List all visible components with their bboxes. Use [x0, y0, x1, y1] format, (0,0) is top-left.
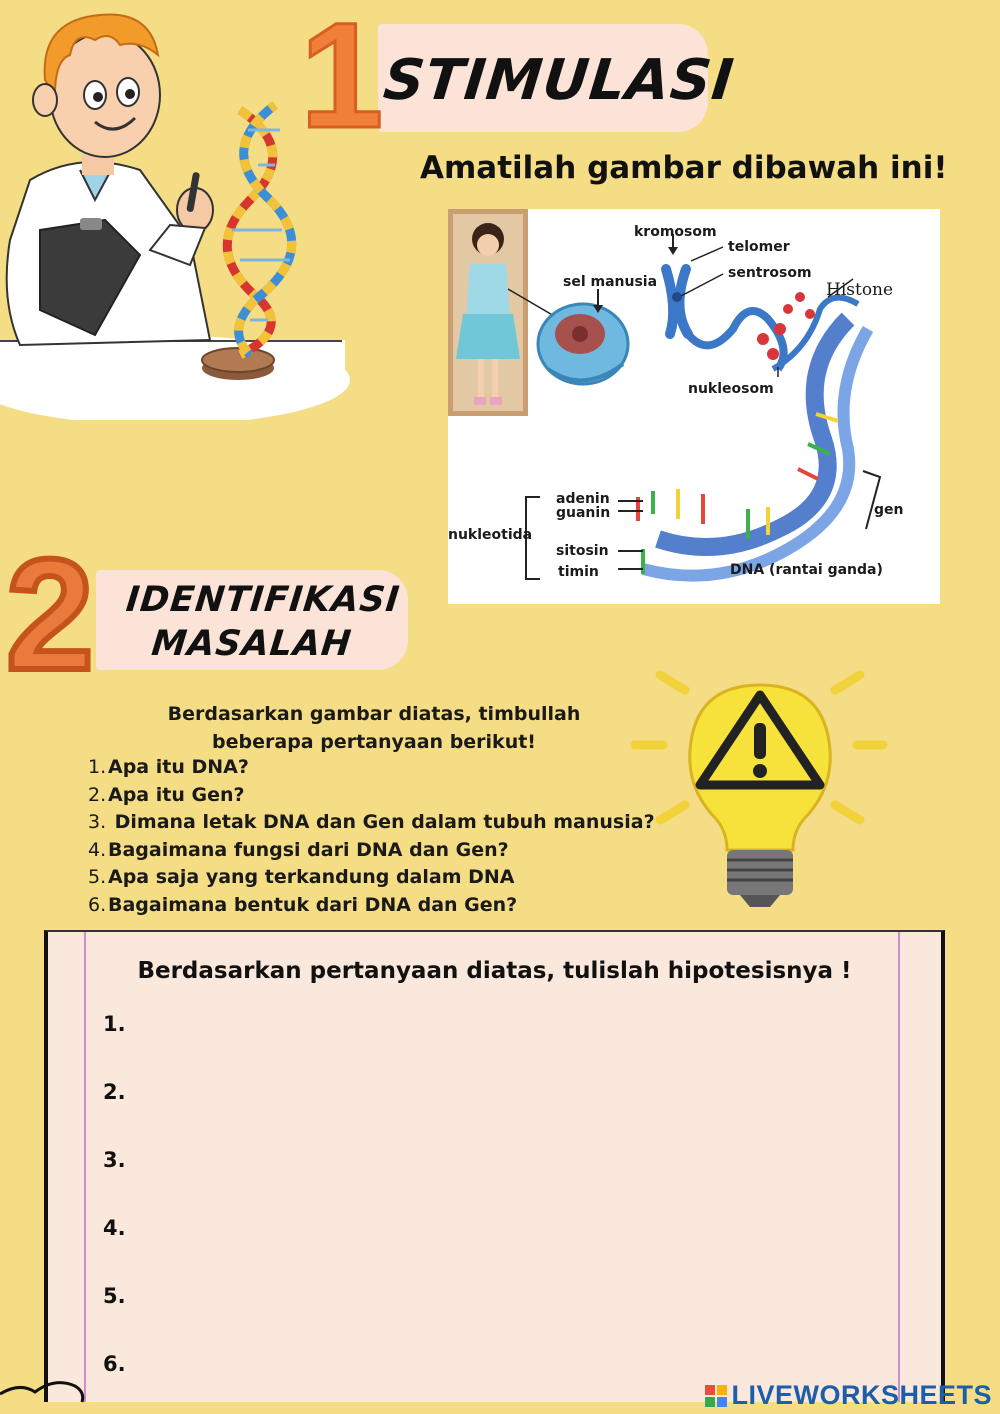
- label-sel-manusia: sel manusia: [563, 274, 658, 290]
- question-number: 6.: [88, 893, 107, 916]
- question-text: Bagaimana fungsi dari DNA dan Gen?: [108, 838, 509, 861]
- hypothesis-box: [44, 930, 945, 1402]
- label-telomer: telomer: [728, 239, 790, 255]
- margin-line-right: [898, 932, 900, 1402]
- question-text: Bagaimana bentuk dari DNA dan Gen?: [108, 893, 518, 916]
- questions-intro: Berdasarkan gambar diatas, timbullah beberapa pertanyaan berikut!: [167, 703, 581, 753]
- label-timin: timin: [558, 564, 599, 580]
- hypothesis-answer-3[interactable]: 3.: [103, 1148, 126, 1172]
- question-number: 5.: [88, 866, 107, 888]
- question-text: Dimana letak DNA dan Gen dalam tubuh manusia?: [108, 811, 655, 833]
- question-text: Apa itu DNA?: [108, 756, 249, 778]
- dna-diagram: [448, 209, 940, 604]
- question-text: Apa itu Gen?: [108, 783, 245, 806]
- question-text: Apa saja yang terkandung dalam DNA: [108, 866, 515, 888]
- label-sentrosom: sentrosom: [728, 265, 812, 281]
- label-gen: gen: [874, 502, 904, 518]
- brand-text: LIVEWORKSHEETS: [731, 1380, 992, 1410]
- section2-title: IDENTIFIKASI MASALAH: [124, 580, 402, 664]
- margin-line-left: [84, 932, 86, 1402]
- instruction-text: Amatilah gambar dibawah ini!: [420, 150, 948, 186]
- section2-number: 2: [6, 527, 90, 703]
- question-item: [88, 892, 655, 920]
- question-number: 3.: [88, 811, 107, 833]
- question-item: [88, 837, 655, 865]
- question-item: [88, 809, 655, 837]
- label-nukleosom: nukleosom: [688, 381, 774, 397]
- question-number: 4.: [88, 838, 107, 861]
- section1-number: 1: [300, 0, 380, 159]
- hypothesis-answer-4[interactable]: 4.: [103, 1216, 126, 1240]
- hypothesis-answer-6[interactable]: 6.: [103, 1352, 126, 1376]
- liveworksheets-logo[interactable]: [705, 1380, 992, 1411]
- question-number: 2.: [88, 783, 107, 806]
- liveworksheets-icon: [705, 1385, 727, 1407]
- label-histone: Histone: [826, 280, 894, 300]
- label-guanin: guanin: [556, 505, 611, 521]
- scientist-illustration: [0, 0, 350, 420]
- label-kromosom: kromosom: [634, 224, 717, 240]
- label-dna: DNA (rantai ganda): [730, 562, 883, 578]
- hypothesis-answer-2[interactable]: 2.: [103, 1080, 126, 1104]
- section1-title: STIMULASI: [380, 48, 738, 113]
- question-item: [88, 864, 655, 892]
- hypothesis-title: Berdasarkan pertanyaan diatas, tulislah hipotesisnya !: [137, 958, 852, 984]
- squiggle-decoration: [0, 1372, 90, 1412]
- dna-diagram-graphic: [448, 209, 940, 604]
- hypothesis-answer-1[interactable]: 1.: [103, 1012, 126, 1036]
- lightbulb-warning-icon: [625, 655, 895, 915]
- label-sitosin: sitosin: [556, 543, 609, 559]
- label-nukleotida: nukleotida: [448, 527, 533, 543]
- question-list: [88, 754, 655, 919]
- hypothesis-answer-5[interactable]: 5.: [103, 1284, 126, 1308]
- question-item: [88, 754, 655, 782]
- question-number: 1.: [88, 756, 107, 778]
- label-adenin: adenin: [556, 491, 610, 507]
- question-item: [88, 782, 655, 810]
